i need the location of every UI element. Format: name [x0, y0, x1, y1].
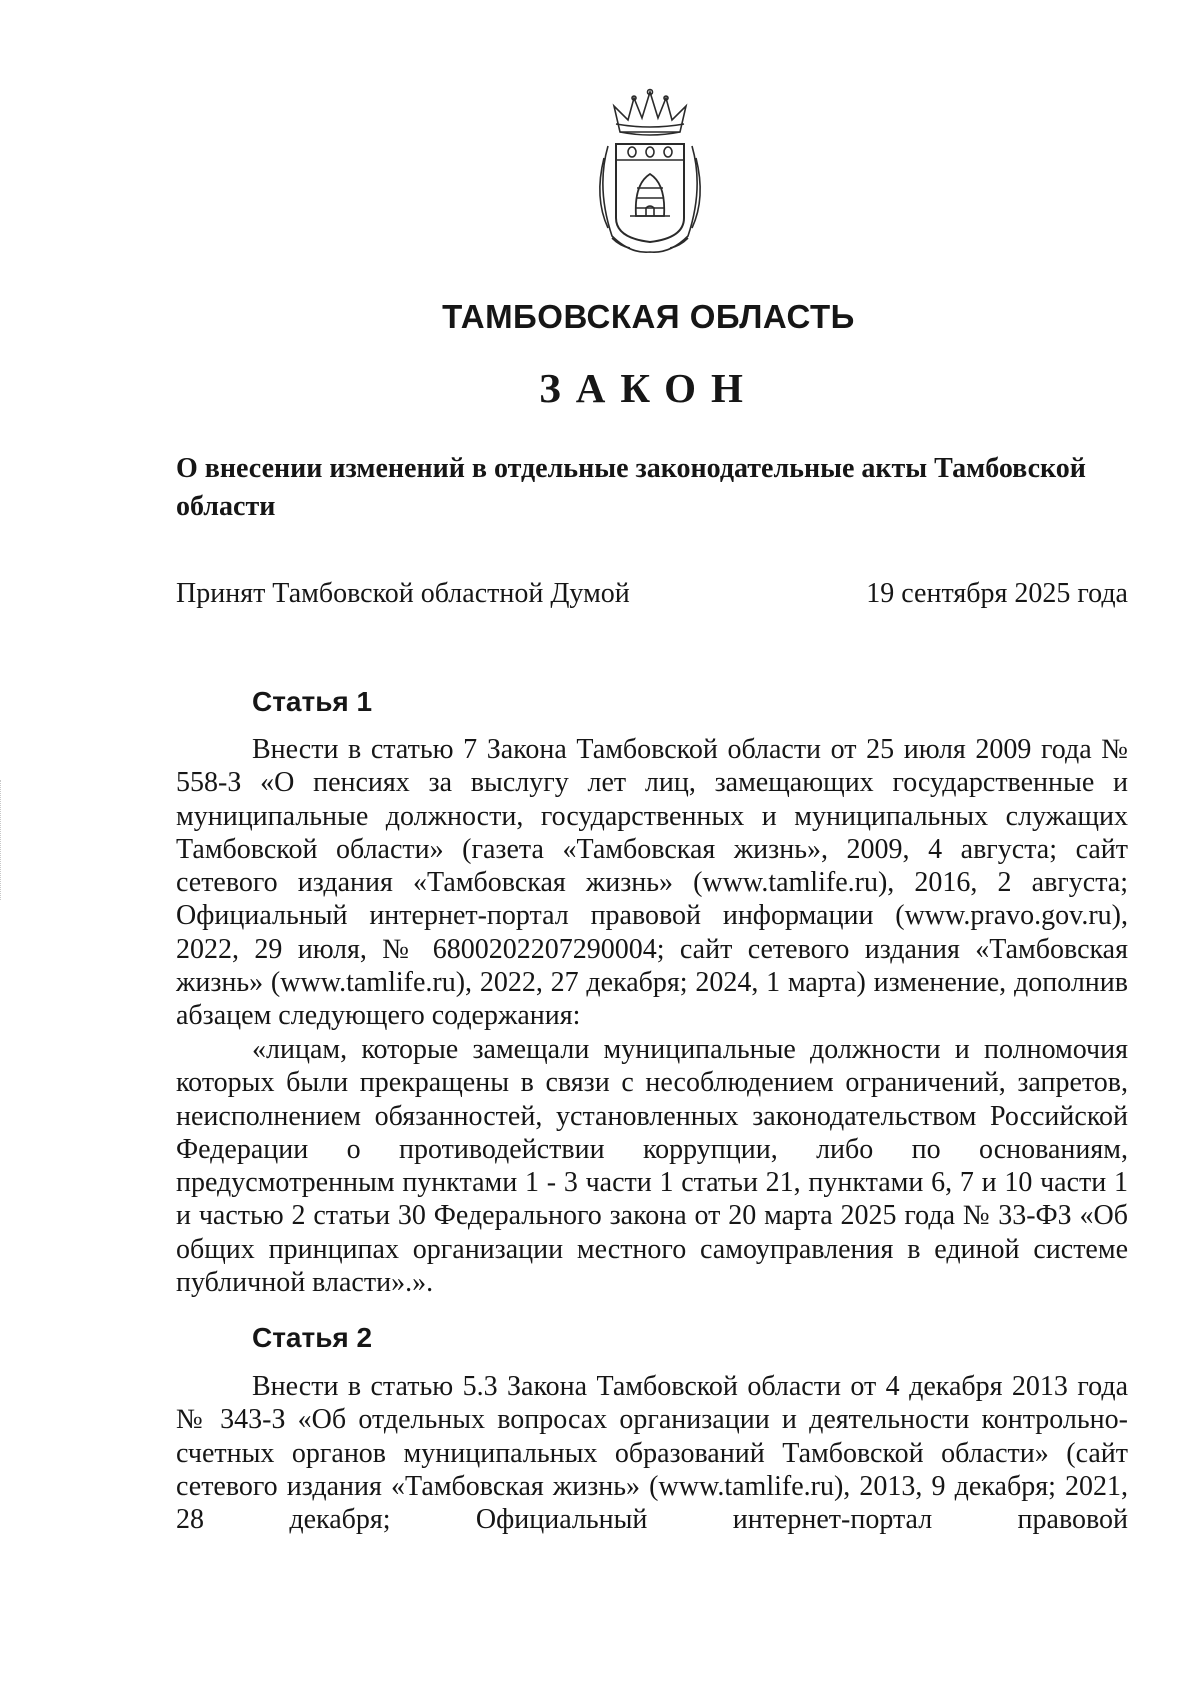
adoption-date: 19 сентября 2025 года [866, 578, 1128, 609]
adoption-line [176, 578, 1128, 618]
document-type: ЗАКОН [539, 365, 758, 411]
article-1-paragraph: «лицам, которые замещали муниципальные должности и полномочия которых были прекращены в связи с несоблюдением ограничений, запретов, неисполнением обязанностей, установленных законодательством Российской Федерации о противодействии коррупции, либо по основаниям, предусмотренным пунктами 1 - 3 части 1 статьи 21, пунктами 6, 7 и 10 части 1 и частью 2 статьи 30 Федерального закона от 20 марта 2025 года № 33-ФЗ «Об общих принципах организации местного самоуправления в единой системе публичной власти».». [176, 1034, 1128, 1299]
law-title: О внесении изменений в отдельные законодательные акты Тамбовской области [176, 453, 1086, 522]
article-1-quote [176, 1033, 1128, 1299]
adopted-by: Принят Тамбовской областной Думой [176, 578, 630, 609]
article-2-paragraph: Внести в статью 5.3 Закона Тамбовской области от 4 декабря 2013 года № 343-З «Об отдельных вопросах организации и деятельности контрольно-счетных органов муниципальных образований Тамбовской области» (сайт сетевого издания «Тамбовская жизнь» (www.tamlife.ru), 2013, 9 декабря; 2021, 28 декабря; Официальный интернет-портал правовой [176, 1371, 1128, 1536]
article-1-heading: Статья 1 [252, 686, 373, 717]
article-2-heading: Статья 2 [252, 1322, 373, 1353]
region-name: ТАМБОВСКАЯ ОБЛАСТЬ [442, 298, 855, 335]
coat-of-arms-icon [590, 88, 710, 256]
article-2-body [176, 1370, 1128, 1536]
article-1-body [176, 733, 1128, 1033]
article-1-paragraph: Внести в статью 7 Закона Тамбовской области от 25 июля 2009 года № 558-З «О пенсиях за выслугу лет лиц, замещающих государственные и муниципальные должности, государственных и муниципальных служащих Тамбовской области» (газета «Тамбовская жизнь», 2009, 4 августа; сайт сетевого издания «Тамбовская жизнь» (www.tamlife.ru), 2016, 2 августа; Официальный интернет-портал правовой информации (www.pravo.gov.ru), 2022, 29 июля, № 6800202207290004; сайт сетевого издания «Тамбовская жизнь» (www.tamlife.ru), 2022, 27 декабря; 2024, 1 марта) изменение, дополнив абзацем следующего содержания: [176, 734, 1128, 1032]
scan-margin-mark [0, 780, 4, 900]
